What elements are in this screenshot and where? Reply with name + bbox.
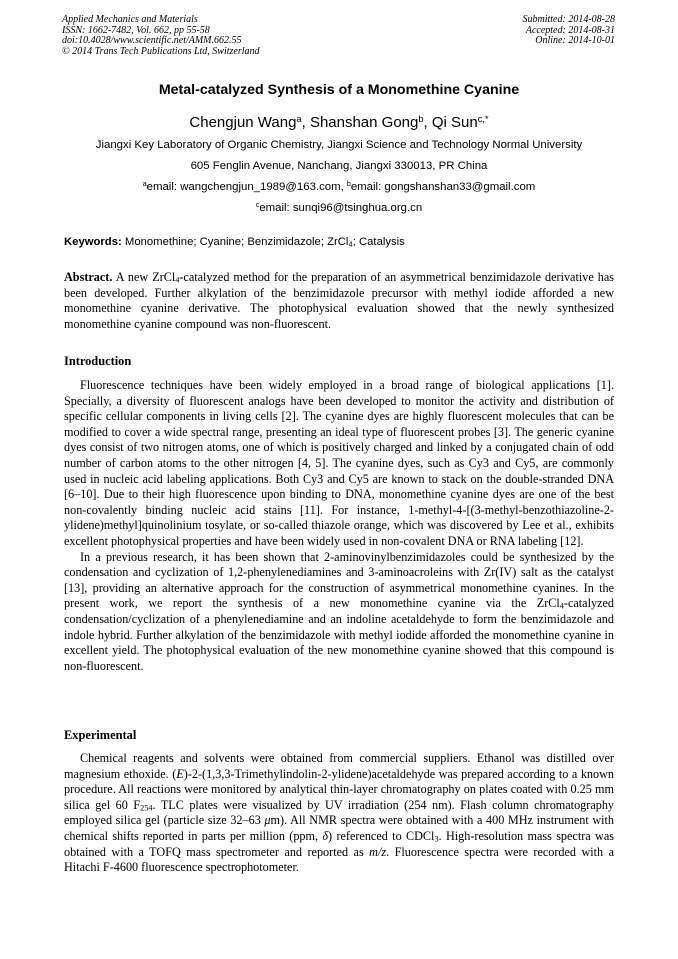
author-name: Qi Sun bbox=[431, 114, 478, 131]
paragraph-text: Chemical reagents and solvents were obtained from commercial suppliers. Ethanol was distilled over magnesium ethoxide. ( bbox=[64, 751, 614, 781]
affiliation-line: Jiangxi Key Laboratory of Organic Chemistry, Jiangxi Science and Technology Normal University bbox=[95, 139, 583, 151]
doi-line: doi:10.4028/www.scientific.net/AMM.662.55 bbox=[62, 35, 242, 47]
abstract-text: A new ZrCl bbox=[112, 270, 176, 284]
abstract-block bbox=[64, 270, 614, 332]
author-separator: , bbox=[423, 114, 432, 131]
copyright-line: © 2014 Trans Tech Publications Ltd, Switzerland bbox=[62, 45, 260, 57]
paragraph-text: . TLC plates were visualized by UV irradiation (254 nm). Flash column chromatography employed silica gel (particle size 32–63 bbox=[64, 797, 615, 828]
paper-title: Metal-catalyzed Synthesis of a Monomethine Cyanine bbox=[158, 82, 520, 98]
italic-text: δ bbox=[322, 828, 329, 843]
paragraph-text: ) referenced to CDCl bbox=[328, 828, 435, 843]
paragraph-text: . High-resolution mass spectra was obtained with a TOFQ mass spectrometer and reported as bbox=[64, 828, 614, 859]
email-superscript: c bbox=[255, 202, 260, 210]
email-superscript: a bbox=[142, 181, 147, 189]
paragraph bbox=[64, 751, 614, 876]
header-right bbox=[523, 15, 616, 47]
keywords-label: Keywords: bbox=[64, 236, 122, 248]
email-superscript: b bbox=[346, 181, 351, 189]
italic-text: μ bbox=[264, 813, 271, 828]
paragraph bbox=[64, 550, 614, 675]
section-heading-introduction: Introduction bbox=[64, 354, 132, 368]
address-line: 605 Fenglin Avenue, Nanchang, Jiangxi 330013, PR China bbox=[190, 160, 488, 172]
subscript: 4 bbox=[175, 275, 180, 285]
submitted-date: Submitted: 2014-08-28 bbox=[522, 14, 615, 25]
email-line bbox=[0, 202, 678, 214]
abstract-label: Abstract. bbox=[64, 270, 113, 284]
author-superscript: a bbox=[296, 113, 302, 124]
author-separator: , bbox=[301, 114, 310, 131]
introduction-body bbox=[64, 378, 614, 674]
subscript: 4 bbox=[348, 239, 353, 249]
paragraph-text: )-2-(1,3,3-Trimethylindolin-2-ylidene)acetaldehyde was prepared according to a known procedure. All reactions were monitored by analytical thin-layer chromatography on plates coated with 0.25 mm silica gel 60 F bbox=[64, 766, 614, 812]
issn-line: ISSN: 1662-7482, Vol. 662, pp 55-58 bbox=[62, 24, 210, 36]
header-left bbox=[62, 15, 260, 57]
subscript: 4 bbox=[559, 601, 564, 611]
online-date: Online: 2014-10-01 bbox=[535, 35, 615, 47]
abstract-text: -catalyzed method for the preparation of an asymmetrical benzimidazole derivative has been developed. Further alkylation of the benzimidazole precursor with methyl iodide afforded a new monomethine cyanine derivative. The photophysical evaluation showed that the newly synthesized monomethine cyanine compound was non-fluorescent. bbox=[64, 270, 614, 331]
author-name: Chengjun Wang bbox=[189, 114, 297, 131]
journal-name: Applied Mechanics and Materials bbox=[62, 14, 198, 25]
experimental-body bbox=[64, 751, 614, 876]
paragraph-text: m). All NMR spectra were obtained with a 400 MHz instrument with chemical shifts reported in parts per million (ppm, bbox=[64, 813, 614, 843]
keywords-text: Monomethine; Cyanine; Benzimidazole; ZrCl bbox=[121, 236, 349, 248]
email-address: email: gongshanshan33@gmail.com bbox=[350, 181, 536, 193]
paragraph: Fluorescence techniques have been widely employed in a broad range of biological applications [1]. Specially, a diversity of fluorescent analogs have been developed to monitor the activity and distribution of specific cellular components in living cells [2]. The cyanine dyes are highly fluorescent molecules that can be modified to cover a wide spectral range, presenting an ideal type of fluorescent probes [3]. The generic cyanine dyes consist of two nitrogen atoms, one of which is positively charged and linked by a conjugated chain of odd number of carbon atoms to the other nitrogen [4, 5]. The cyanine dyes, such as Cy3 and Cy5, are commonly used in nucleic acid labeling applications. Both Cy3 and Cy5 are known to stack on the double-stranded DNA [6–10]. Due to their high fluorescence upon binding to DNA, monomethine cyanine dyes are one of the best non-covalently binding nucleic acid stains [11]. For instance, 1-methyl-4-[(3-methyl-benzothiazoline-2-ylidene)methyl]quinolinium tosylate, or so-called thiazole orange, which was discovered by Lee et al., exhibits excellent photophysical properties and have been widely used in non-covalent DNA or RNA labeling [12]. bbox=[64, 378, 614, 548]
author-name: Shanshan Gong bbox=[309, 114, 419, 131]
email-line bbox=[0, 181, 678, 193]
keywords-line bbox=[64, 236, 614, 248]
italic-text: E bbox=[176, 766, 184, 781]
italic-text: m/z bbox=[369, 844, 387, 859]
email-address: email: sunqi96@tsinghua.org.cn bbox=[259, 202, 423, 214]
keywords-text: ; Catalysis bbox=[352, 236, 405, 248]
subscript: 3 bbox=[434, 834, 439, 844]
author-superscript: c,* bbox=[477, 113, 489, 124]
email-address: email: wangchengjun_1989@163.com, bbox=[146, 181, 347, 193]
author-list bbox=[0, 114, 678, 131]
author-superscript: b bbox=[418, 113, 424, 124]
section-heading-experimental: Experimental bbox=[64, 728, 137, 742]
subscript: 254 bbox=[140, 803, 153, 813]
paragraph-text: . Fluorescence spectra were recorded with a Hitachi F-4600 fluorescence spectrophotometer. bbox=[64, 844, 615, 875]
accepted-date: Accepted: 2014-08-31 bbox=[525, 24, 615, 36]
paragraph-text: In a previous research, it has been shown that 2-aminovinylbenzimidazoles could be synthesized by the condensation and cyclization of 1,2-phenylenediamines and 3-aminoacroleins with Zr(IV) salt as the catalyst [13], providing an alternative approach for the construction of asymmetrical monomethine cyanines. In the present work, we report the synthesis of a new monomethine cyanine via the ZrCl bbox=[64, 549, 614, 611]
paragraph-text: -catalyzed condensation/cyclization of a phenylenediamine and an indoline acetaldehyde to form the benzimidazole and indole hybrid. Further alkylation of the benzimidazole with methyl iodide afforded the monomethine cyanine in excellent yield. The photophysical evaluation of the new monomethine cyanine showed that this compound is non-fluorescent. bbox=[64, 596, 614, 673]
